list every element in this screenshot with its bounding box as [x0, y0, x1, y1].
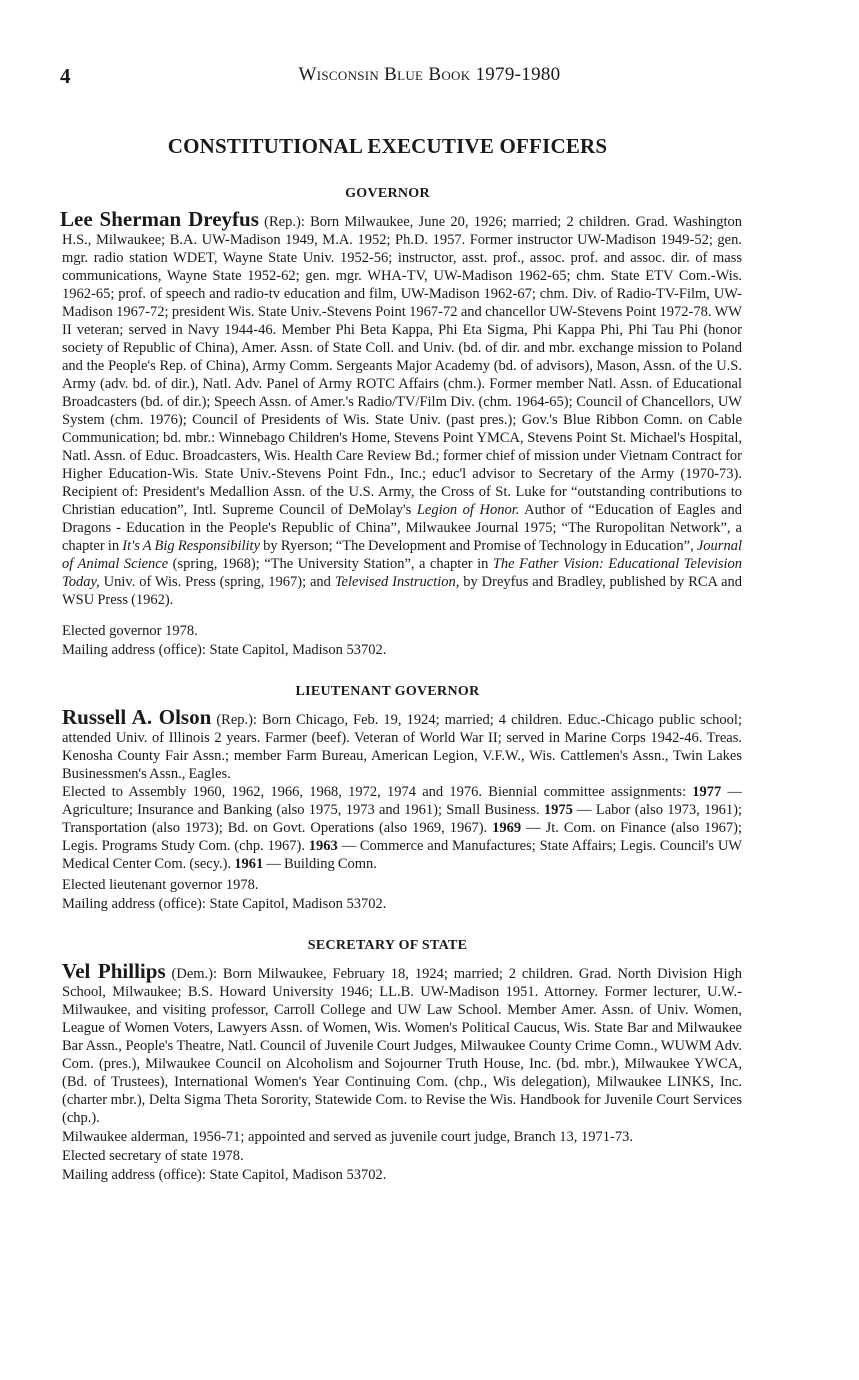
section-title-governor: GOVERNOR: [345, 186, 430, 201]
year-1975: 1975: [543, 802, 573, 818]
governor-bio-italic-2: It's A Big Responsibility: [122, 538, 261, 554]
assembly-text-c: — Labor (also 1973, 1961); Transportation (also 1973); Bd. on Govt. Operations (also 1969, 1967).: [62, 802, 742, 836]
section-title-lt-governor: LIEUTENANT GOVERNOR: [295, 684, 480, 699]
year-1963: 1963: [308, 838, 338, 854]
secretary-alderman: Milwaukee alderman, 1956-71; appointed and served as juvenile court judge, Branch 13, 1971-73.: [62, 1129, 633, 1145]
running-title-years: 1979-1980: [470, 64, 561, 85]
secretary-elected: Elected secretary of state 1978.: [62, 1148, 244, 1164]
assembly-text-b: — Agriculture; Insurance and Banking (also 1975, 1973 and 1961); Small Business.: [62, 784, 742, 818]
lt-governor-elected: Elected lieutenant governor 1978.: [62, 877, 259, 893]
page-title: CONSTITUTIONAL EXECUTIVE OFFICERS: [167, 134, 608, 158]
assembly-text-d: — Jt. Com. on Finance (also 1967); Legis. Programs Study Com. (chp. 1967).: [62, 820, 742, 854]
governor-elected: Elected governor 1978.: [62, 623, 198, 639]
governor-name: Lee Sherman Dreyfus: [60, 207, 259, 231]
lt-governor-bio-text: (Rep.): Born Chicago, Feb. 19, 1924; married; 4 children. Educ.-Chicago public school; attended Univ. of Illinois 2 years. Farmer (beef). Veteran of World War II; served in Marine Corps 1942-46. Treas. Kenosha County Fair Assn.; member Farm Bureau, American Legion, V.F.W., Wis. Cattlemen's Assn., Twin Lakes Businessmen's Assn., Eagles.: [62, 712, 742, 782]
secretary-bio: [62, 959, 743, 1127]
running-title-name: Wisconsin Blue Book: [298, 64, 471, 85]
governor-bio-italic-1: Legion of Honor.: [416, 502, 520, 518]
governor-bio-italic-4: The Father Vision: Educational Television Today,: [62, 556, 742, 590]
governor-bio-text-b: Author of “Education of Eagles and Dragons - Education in the People's Republic of China”, Milwaukee Journal 1975; “The Ruropolitan Network”, a chapter in: [62, 502, 742, 554]
year-1961: 1961: [234, 856, 264, 872]
year-1977: 1977: [692, 784, 722, 800]
running-title: [0, 64, 859, 86]
secretary-mailing-address: Mailing address (office): State Capitol, Madison 53702.: [62, 1167, 387, 1183]
governor-bio: [60, 207, 743, 609]
lt-governor-name: Russell A. Olson: [62, 705, 212, 729]
governor-bio-text-d: (spring, 1968); “The University Station”, a chapter in: [168, 556, 493, 572]
lt-governor-bio: [62, 705, 742, 783]
governor-bio-text-e: Univ. of Wis. Press (spring, 1967); and: [99, 574, 335, 590]
governor-bio-text-a: (Rep.): Born Milwaukee, June 20, 1926; married; 2 children. Grad. Washington H.S., Milwaukee; B.A. UW-Madison 1949, M.A. 1952; Ph.D. 1957. Former instructor UW-Madison 1949-52; gen. mgr. radio station WDET, Wayne State Univ. 1952-56; instructor, asst. prof., assoc. prof. and assoc. dir. of mass communications, Wayne State 1952-62; gen. mgr. WHA-TV, UW-Madison 1962-65; chm. State ETV Com.-Wis. 1962-65; prof. of speech and radio-tv education and film, UW-Madison 1962-67; chm. Div. of Radio-TV-Film, UW-Madison 1967-72; president Wis. State Univ.-Stevens Point 1967-72 and chancellor UW-Stevens Point 1972-78. WW II veteran; served in Navy 1944-46. Member Phi Beta Kappa, Phi Eta Sigma, Phi Kappa Phi, Phi Tau Phi (honor society of Republic of China), Amer. Assn. of State Coll. and Univ. (bd. of dir. and mbr. exchange mission to Poland and the People's Rep. of China), Army Comm. Sergeants Major Academy (bd. of advisors), Mason, Assn. of the U.S. Army (adv. bd. of dir.), Natl. Adv. Panel of Army ROTC Affairs (chm.). Former member Natl. Assn. of Educational Broadcasters (bd. of dir.); Speech Assn. of Amer.'s Radio/TV/Film Div. (chm. 1964-65); Council of Chancellors, UW System (chm. 1976); Council of Presidents of Wis. State Univ. (past pres.); Gov.'s Blue Ribbon Comn. on Cable Communication; bd. mbr.: Winnebago Children's Home, Stevens Point YMCA, Stevens Point St. Michael's Hospital, Natl. Assn. of Educ. Broadcasters, Wis. Health Care Review Bd.; former chief of mission under Vietnam Contract for Higher Education-Wis. State Univ.-Stevens Point Fdn., Inc.; educ'l advisor to Secretary of the Army (1970-73). Recipient of: President's Medallion Assn. of the U.S. Army, the Cross of St. Luke for “outstanding contributions to Christian education”, Intl. Supreme Council of DeMolay's: [62, 214, 742, 518]
governor-bio-italic-3: Journal of Animal Science: [62, 538, 742, 572]
assembly-text-f: — Building Comn.: [263, 856, 377, 872]
running-header: [0, 64, 859, 88]
governor-bio-text-c: by Ryerson; “The Development and Promise of Technology in Education”,: [260, 538, 697, 554]
secretary-bio-text: (Dem.): Born Milwaukee, February 18, 1924; married; 2 children. Grad. North Division High School, Milwaukee; B.S. Howard University 1946; LL.B. UW-Madison 1951. Attorney. Former lecturer, U.W.-Milwaukee, and visiting professor, Carroll College and UW Law School. Member Amer. Assn. of Univ. Women, League of Women Voters, Lawyers Assn. of Women, Wis. Women's Political Caucus, Wis. State Bar and Milwaukee Bar Assn., People's Theatre, Natl. Council of Juvenile Court Judges, Milwaukee County Crime Comn., WUWM Adv. Com. (pres.), Milwaukee Council on Alcoholism and Sojourner Truth House, Inc. (bd. mbr.), Milwaukee YWCA, (Bd. of Trustees), International Women's Year Continuing Com. (chp., Wis delegation), Milwaukee LINKS, Inc. (charter mbr.), Delta Sigma Theta Sorority, Statewide Com. to Revise the Wis. Handbook for Juvenile Court Services (chp.).: [62, 966, 743, 1126]
lt-governor-assembly: [62, 783, 742, 873]
assembly-text-a: Elected to Assembly 1960, 1962, 1966, 1968, 1972, 1974 and 1976. Biennial committee assignments:: [62, 784, 693, 800]
assembly-text-e: — Commerce and Manufactures; State Affairs; Legis. Council's UW Medical Center Com. (secy.).: [62, 838, 742, 872]
secretary-name: Vel Phillips: [62, 959, 166, 983]
governor-mailing-address: Mailing address (office): State Capitol, Madison 53702.: [62, 642, 387, 658]
governor-bio-italic-5: Televised Instruction,: [334, 574, 460, 590]
lt-governor-mailing-address: Mailing address (office): State Capitol, Madison 53702.: [62, 896, 387, 912]
page-number: 4: [60, 64, 71, 88]
section-title-secretary-of-state: SECRETARY OF STATE: [307, 938, 468, 953]
year-1969: 1969: [492, 820, 522, 836]
governor-bio-text-f: by Dreyfus and Bradley, published by RCA and WSU Press (1962).: [62, 574, 743, 608]
